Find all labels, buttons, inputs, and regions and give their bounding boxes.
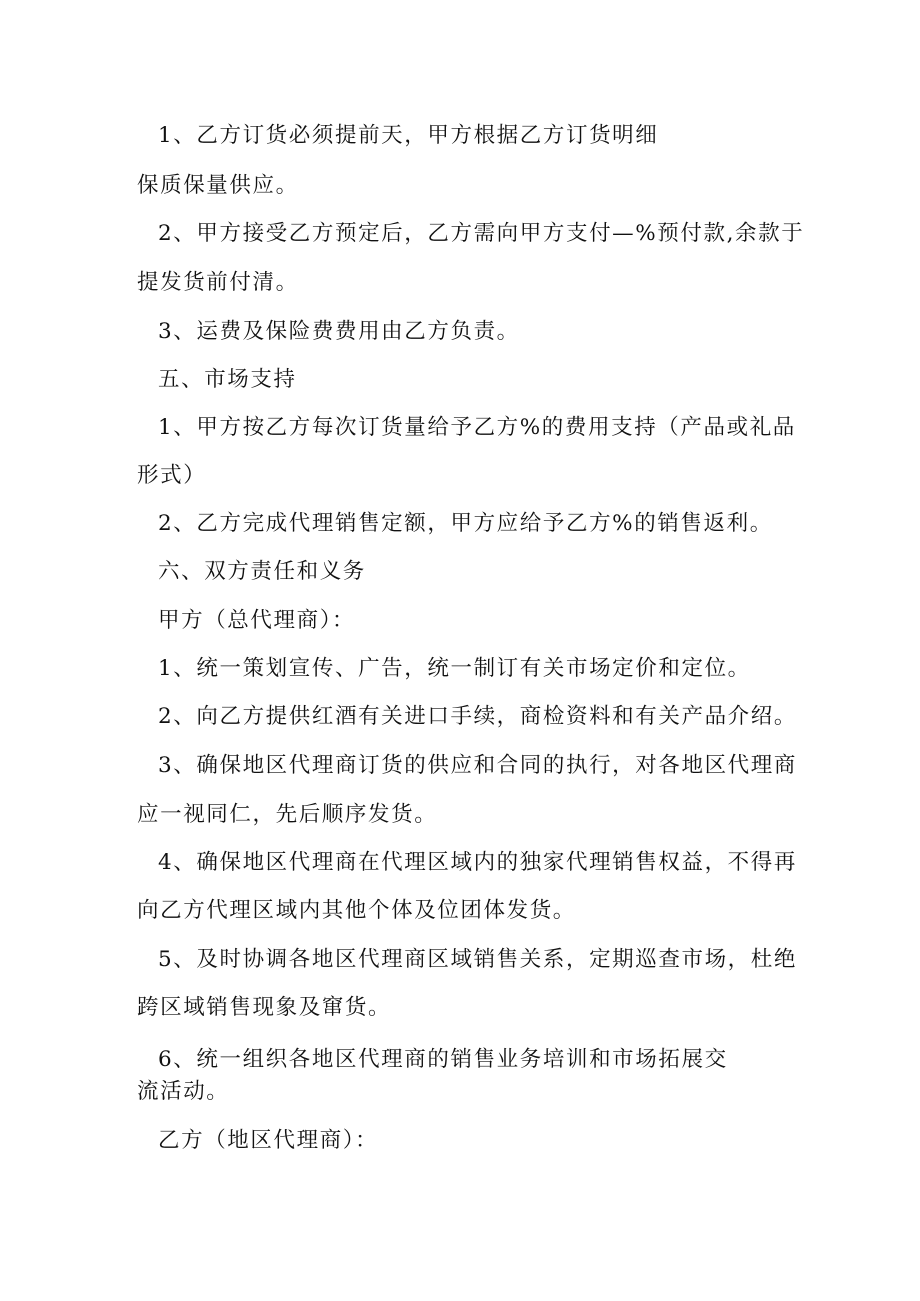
paragraph-line: 2、乙方完成代理销售定额，甲方应给予乙方%的销售返利。 bbox=[158, 511, 773, 536]
paragraph-line: 流活动。 bbox=[137, 1079, 230, 1104]
paragraph-line: 1、统一策划宣传、广告，统一制订有关市场定价和定位。 bbox=[158, 656, 751, 681]
paragraph-line: 1、乙方订货必须提前天，甲方根据乙方订货明细 bbox=[158, 123, 659, 148]
paragraph-line: 2、向乙方提供红酒有关进口手续，商检资料和有关产品介绍。 bbox=[158, 704, 797, 729]
party-heading: 甲方（总代理商）： bbox=[158, 608, 356, 633]
paragraph-line: 4、确保地区代理商在代理区域内的独家代理销售权益，不得再 bbox=[158, 850, 797, 875]
paragraph-line: 5、及时协调各地区代理商区域销售关系，定期巡查市场，杜绝 bbox=[158, 947, 797, 972]
section-heading: 六、双方责任和义务 bbox=[158, 559, 366, 584]
paragraph-line: 提发货前付清。 bbox=[137, 270, 299, 295]
section-heading: 五、市场支持 bbox=[158, 367, 297, 392]
party-heading: 乙方（地区代理商）： bbox=[158, 1128, 379, 1153]
paragraph-line: 2、甲方接受乙方预定后，乙方需向甲方支付—%预付款,余款于 bbox=[158, 221, 805, 246]
paragraph-line: 6、统一组织各地区代理商的销售业务培训和市场拓展交 bbox=[158, 1047, 728, 1072]
paragraph-line: 1、甲方按乙方每次订货量给予乙方%的费用支持（产品或礼品 bbox=[158, 415, 796, 440]
paragraph-line: 形式） bbox=[137, 463, 207, 488]
paragraph-line: 3、运费及保险费费用由乙方负责。 bbox=[158, 319, 520, 344]
paragraph-line: 应一视同仁，先后顺序发货。 bbox=[137, 802, 438, 827]
paragraph-line: 保质保量供应。 bbox=[137, 173, 299, 198]
paragraph-line: 3、确保地区代理商订货的供应和合同的执行，对各地区代理商 bbox=[158, 753, 797, 778]
paragraph-line: 跨区域销售现象及窜货。 bbox=[137, 995, 392, 1020]
paragraph-line: 向乙方代理区域内其他个体及位团体发货。 bbox=[137, 898, 576, 923]
